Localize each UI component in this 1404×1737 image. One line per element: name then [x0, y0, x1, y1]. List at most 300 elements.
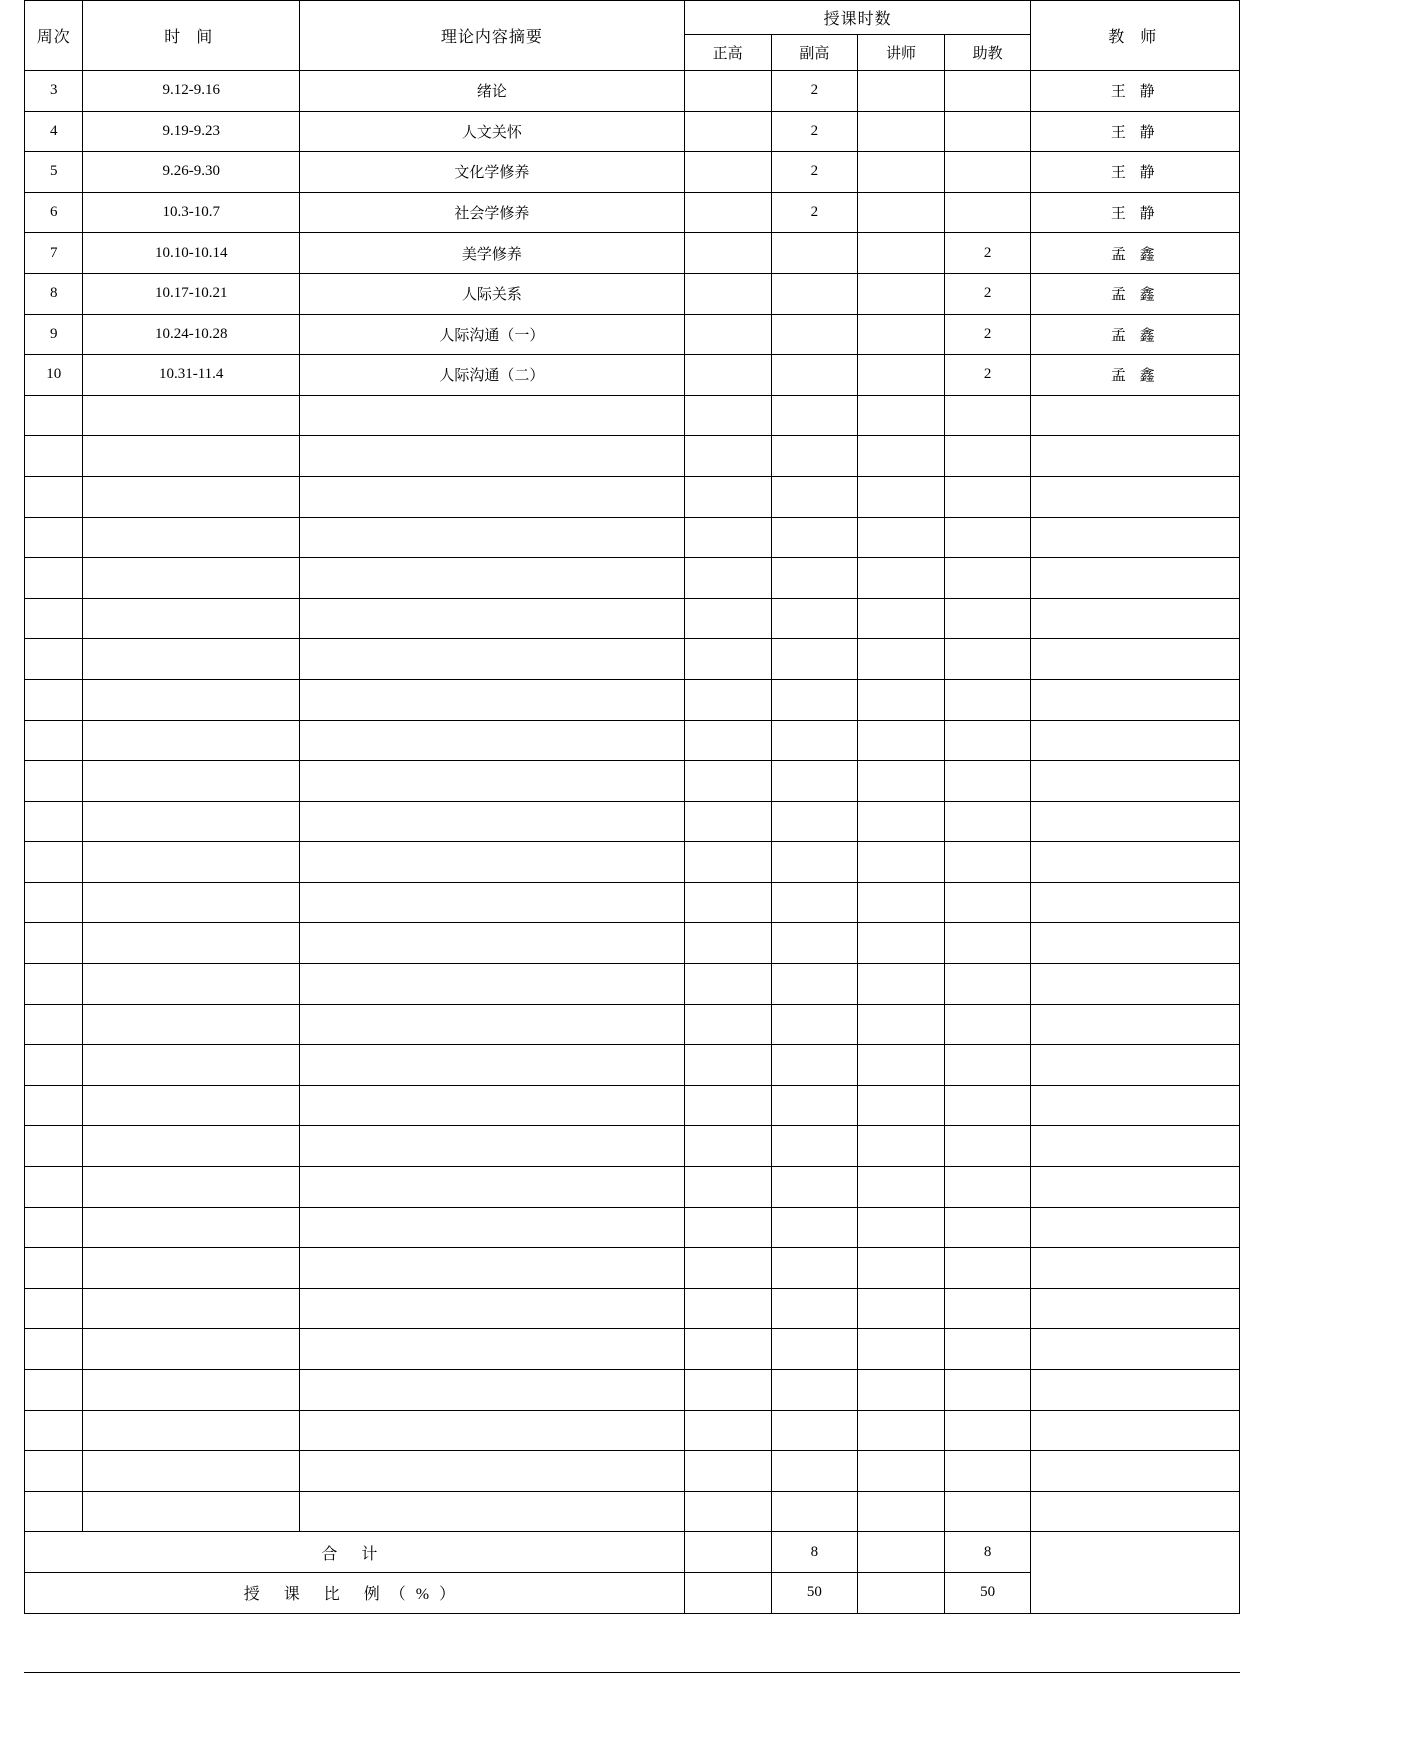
table-header	[25, 1, 1240, 71]
empty-cell	[83, 558, 300, 599]
cell-topic: 社会学修养	[300, 192, 685, 233]
empty-cell	[944, 1126, 1031, 1167]
empty-cell	[1031, 842, 1240, 883]
cell-week: 8	[25, 273, 83, 314]
empty-cell	[944, 1410, 1031, 1451]
header-hours-zhujiao: 助教	[944, 35, 1031, 71]
cell-time: 10.17-10.21	[83, 273, 300, 314]
empty-cell	[684, 598, 771, 639]
cell-hours-zhujiao: 2	[944, 233, 1031, 274]
cell-hours-zhenggao	[684, 71, 771, 112]
table-row-empty	[25, 1248, 1240, 1289]
header-row-top	[25, 1, 1240, 35]
cell-week: 3	[25, 71, 83, 112]
empty-cell	[771, 801, 858, 842]
empty-cell	[300, 1126, 685, 1167]
empty-cell	[25, 801, 83, 842]
header-week: 周次	[25, 1, 83, 71]
cell-time: 10.10-10.14	[83, 233, 300, 274]
table-footer	[25, 1532, 1240, 1613]
empty-cell	[300, 558, 685, 599]
cell-teacher: 孟 鑫	[1031, 233, 1240, 274]
empty-cell	[25, 923, 83, 964]
empty-cell	[858, 1288, 945, 1329]
total-zhenggao	[684, 1532, 771, 1573]
empty-cell	[1031, 395, 1240, 436]
empty-cell	[300, 1370, 685, 1411]
empty-cell	[25, 1167, 83, 1208]
header-teacher: 教 师	[1031, 1, 1240, 71]
empty-cell	[300, 1248, 685, 1289]
empty-cell	[300, 1288, 685, 1329]
cell-hours-jiangshi	[858, 314, 945, 355]
empty-cell	[944, 1370, 1031, 1411]
table-row-empty	[25, 761, 1240, 802]
empty-cell	[83, 476, 300, 517]
header-time: 时 间	[83, 1, 300, 71]
empty-cell	[300, 923, 685, 964]
cell-week: 10	[25, 355, 83, 396]
ratio-label: 授 课 比 例（%）	[25, 1572, 685, 1613]
empty-cell	[1031, 476, 1240, 517]
empty-cell	[771, 720, 858, 761]
empty-cell	[300, 842, 685, 883]
empty-cell	[858, 639, 945, 680]
empty-cell	[1031, 720, 1240, 761]
cell-hours-jiangshi	[858, 233, 945, 274]
cell-topic: 文化学修养	[300, 152, 685, 193]
empty-cell	[25, 1451, 83, 1492]
cell-hours-zhujiao	[944, 192, 1031, 233]
empty-cell	[771, 476, 858, 517]
empty-cell	[25, 882, 83, 923]
empty-cell	[944, 1167, 1031, 1208]
empty-cell	[858, 1451, 945, 1492]
cell-hours-jiangshi	[858, 355, 945, 396]
empty-cell	[83, 639, 300, 680]
empty-cell	[858, 1370, 945, 1411]
cell-hours-fugao	[771, 355, 858, 396]
empty-cell	[944, 964, 1031, 1005]
empty-cell	[684, 1004, 771, 1045]
teaching-schedule-table	[24, 0, 1240, 1614]
empty-cell	[858, 1167, 945, 1208]
table-body	[25, 71, 1240, 1532]
empty-cell	[771, 1004, 858, 1045]
empty-cell	[1031, 436, 1240, 477]
cell-week: 9	[25, 314, 83, 355]
empty-cell	[25, 517, 83, 558]
table-row-empty	[25, 1207, 1240, 1248]
empty-cell	[944, 436, 1031, 477]
empty-cell	[83, 395, 300, 436]
empty-cell	[858, 1207, 945, 1248]
empty-cell	[300, 1329, 685, 1370]
total-label: 合 计	[25, 1532, 685, 1573]
empty-cell	[771, 1370, 858, 1411]
empty-cell	[83, 1248, 300, 1289]
empty-cell	[944, 923, 1031, 964]
table-row-empty	[25, 801, 1240, 842]
empty-cell	[1031, 679, 1240, 720]
empty-cell	[300, 882, 685, 923]
cell-hours-fugao	[771, 273, 858, 314]
empty-cell	[83, 842, 300, 883]
empty-cell	[25, 1288, 83, 1329]
empty-cell	[944, 679, 1031, 720]
table-row-empty	[25, 842, 1240, 883]
cell-hours-zhujiao	[944, 152, 1031, 193]
empty-cell	[771, 679, 858, 720]
empty-cell	[1031, 1045, 1240, 1086]
empty-cell	[83, 761, 300, 802]
empty-cell	[300, 761, 685, 802]
empty-cell	[300, 720, 685, 761]
cell-topic: 人文关怀	[300, 111, 685, 152]
empty-cell	[300, 639, 685, 680]
cell-time: 10.24-10.28	[83, 314, 300, 355]
empty-cell	[771, 842, 858, 883]
cell-hours-jiangshi	[858, 152, 945, 193]
cell-hours-zhenggao	[684, 355, 771, 396]
cell-time: 10.3-10.7	[83, 192, 300, 233]
empty-cell	[300, 1491, 685, 1532]
empty-cell	[684, 1248, 771, 1289]
cell-week: 7	[25, 233, 83, 274]
empty-cell	[771, 1126, 858, 1167]
empty-cell	[300, 1410, 685, 1451]
cell-week: 5	[25, 152, 83, 193]
teaching-schedule-sheet	[24, 0, 1240, 1614]
empty-cell	[858, 1491, 945, 1532]
empty-cell	[944, 1248, 1031, 1289]
empty-cell	[858, 1126, 945, 1167]
empty-cell	[25, 476, 83, 517]
empty-cell	[684, 1288, 771, 1329]
header-hours-jiangshi: 讲师	[858, 35, 945, 71]
empty-cell	[684, 1207, 771, 1248]
empty-cell	[83, 1288, 300, 1329]
empty-cell	[300, 517, 685, 558]
ratio-jiangshi	[858, 1572, 945, 1613]
empty-cell	[684, 720, 771, 761]
table-row-empty	[25, 1004, 1240, 1045]
table-row-empty	[25, 1370, 1240, 1411]
cell-time: 9.19-9.23	[83, 111, 300, 152]
empty-cell	[858, 1045, 945, 1086]
empty-cell	[771, 1085, 858, 1126]
empty-cell	[771, 1207, 858, 1248]
table-row	[25, 111, 1240, 152]
empty-cell	[771, 598, 858, 639]
cell-hours-zhenggao	[684, 233, 771, 274]
table-row-empty	[25, 395, 1240, 436]
empty-cell	[25, 1410, 83, 1451]
cell-hours-jiangshi	[858, 192, 945, 233]
empty-cell	[300, 964, 685, 1005]
empty-cell	[771, 1288, 858, 1329]
cell-teacher: 王 静	[1031, 71, 1240, 112]
table-row	[25, 355, 1240, 396]
empty-cell	[1031, 964, 1240, 1005]
empty-cell	[25, 761, 83, 802]
cell-hours-fugao	[771, 233, 858, 274]
empty-cell	[771, 1045, 858, 1086]
empty-cell	[944, 517, 1031, 558]
empty-cell	[684, 761, 771, 802]
table-row-empty	[25, 1451, 1240, 1492]
empty-cell	[1031, 923, 1240, 964]
cell-hours-zhujiao	[944, 71, 1031, 112]
empty-cell	[858, 720, 945, 761]
empty-cell	[25, 1329, 83, 1370]
total-fugao: 8	[771, 1532, 858, 1573]
cell-hours-zhenggao	[684, 273, 771, 314]
empty-cell	[944, 395, 1031, 436]
cell-hours-zhujiao	[944, 111, 1031, 152]
cell-topic: 绪论	[300, 71, 685, 112]
total-zhujiao: 8	[944, 1532, 1031, 1573]
empty-cell	[25, 842, 83, 883]
empty-cell	[944, 639, 1031, 680]
empty-cell	[83, 1329, 300, 1370]
table-row	[25, 273, 1240, 314]
empty-cell	[771, 517, 858, 558]
cell-hours-zhenggao	[684, 111, 771, 152]
empty-cell	[83, 801, 300, 842]
empty-cell	[771, 639, 858, 680]
empty-cell	[771, 761, 858, 802]
header-hours-fugao: 副高	[771, 35, 858, 71]
table-row	[25, 71, 1240, 112]
page-bottom-rule	[24, 1672, 1240, 1673]
table-row-empty	[25, 882, 1240, 923]
empty-cell	[684, 801, 771, 842]
total-teacher-blank	[1031, 1532, 1240, 1613]
empty-cell	[858, 476, 945, 517]
empty-cell	[25, 1045, 83, 1086]
empty-cell	[25, 1248, 83, 1289]
empty-cell	[1031, 1288, 1240, 1329]
empty-cell	[25, 1126, 83, 1167]
empty-cell	[300, 1085, 685, 1126]
empty-cell	[771, 1451, 858, 1492]
empty-cell	[858, 1248, 945, 1289]
empty-cell	[684, 882, 771, 923]
empty-cell	[858, 517, 945, 558]
table-row-empty	[25, 558, 1240, 599]
empty-cell	[25, 558, 83, 599]
empty-cell	[684, 1491, 771, 1532]
empty-cell	[1031, 801, 1240, 842]
table-row-empty	[25, 1329, 1240, 1370]
empty-cell	[684, 395, 771, 436]
ratio-fugao: 50	[771, 1572, 858, 1613]
table-row-empty	[25, 720, 1240, 761]
empty-cell	[684, 517, 771, 558]
empty-cell	[83, 923, 300, 964]
cell-hours-zhenggao	[684, 314, 771, 355]
empty-cell	[944, 720, 1031, 761]
cell-topic: 人际沟通（一）	[300, 314, 685, 355]
empty-cell	[858, 679, 945, 720]
empty-cell	[858, 842, 945, 883]
empty-cell	[771, 923, 858, 964]
table-row-empty	[25, 639, 1240, 680]
cell-hours-jiangshi	[858, 71, 945, 112]
empty-cell	[684, 1167, 771, 1208]
empty-cell	[25, 964, 83, 1005]
empty-cell	[300, 598, 685, 639]
empty-cell	[1031, 1451, 1240, 1492]
empty-cell	[771, 964, 858, 1005]
empty-cell	[684, 1329, 771, 1370]
empty-cell	[1031, 1329, 1240, 1370]
cell-hours-zhujiao: 2	[944, 355, 1031, 396]
empty-cell	[684, 1410, 771, 1451]
empty-cell	[684, 964, 771, 1005]
cell-hours-fugao: 2	[771, 71, 858, 112]
empty-cell	[83, 436, 300, 477]
empty-cell	[83, 598, 300, 639]
cell-hours-fugao	[771, 314, 858, 355]
cell-time: 10.31-11.4	[83, 355, 300, 396]
empty-cell	[858, 923, 945, 964]
cell-hours-jiangshi	[858, 111, 945, 152]
empty-cell	[83, 1085, 300, 1126]
cell-topic: 美学修养	[300, 233, 685, 274]
empty-cell	[684, 842, 771, 883]
table-row	[25, 233, 1240, 274]
empty-cell	[858, 1410, 945, 1451]
empty-cell	[83, 1451, 300, 1492]
empty-cell	[771, 882, 858, 923]
cell-hours-zhujiao: 2	[944, 314, 1031, 355]
empty-cell	[83, 1167, 300, 1208]
cell-teacher: 王 静	[1031, 192, 1240, 233]
empty-cell	[1031, 882, 1240, 923]
empty-cell	[300, 1167, 685, 1208]
empty-cell	[1031, 761, 1240, 802]
empty-cell	[1031, 1491, 1240, 1532]
empty-cell	[83, 882, 300, 923]
empty-cell	[1031, 1126, 1240, 1167]
empty-cell	[944, 558, 1031, 599]
empty-cell	[684, 1126, 771, 1167]
ratio-zhujiao: 50	[944, 1572, 1031, 1613]
cell-hours-zhujiao: 2	[944, 273, 1031, 314]
empty-cell	[771, 1167, 858, 1208]
empty-cell	[858, 964, 945, 1005]
empty-cell	[1031, 598, 1240, 639]
empty-cell	[944, 761, 1031, 802]
table-row	[25, 152, 1240, 193]
empty-cell	[684, 639, 771, 680]
cell-time: 9.12-9.16	[83, 71, 300, 112]
empty-cell	[83, 1410, 300, 1451]
empty-cell	[771, 1410, 858, 1451]
table-row-empty	[25, 476, 1240, 517]
empty-cell	[300, 476, 685, 517]
empty-cell	[83, 1491, 300, 1532]
empty-cell	[25, 1370, 83, 1411]
empty-cell	[1031, 517, 1240, 558]
empty-cell	[300, 1451, 685, 1492]
empty-cell	[1031, 558, 1240, 599]
empty-cell	[300, 1004, 685, 1045]
empty-cell	[300, 395, 685, 436]
total-jiangshi	[858, 1532, 945, 1573]
table-row-empty	[25, 1410, 1240, 1451]
empty-cell	[684, 923, 771, 964]
empty-cell	[858, 598, 945, 639]
empty-cell	[858, 801, 945, 842]
empty-cell	[858, 761, 945, 802]
empty-cell	[25, 1207, 83, 1248]
empty-cell	[944, 1491, 1031, 1532]
empty-cell	[858, 558, 945, 599]
empty-cell	[83, 1004, 300, 1045]
empty-cell	[684, 1451, 771, 1492]
empty-cell	[684, 679, 771, 720]
cell-hours-fugao: 2	[771, 111, 858, 152]
table-row	[25, 192, 1240, 233]
empty-cell	[944, 1451, 1031, 1492]
empty-cell	[858, 436, 945, 477]
empty-cell	[771, 558, 858, 599]
empty-cell	[1031, 1004, 1240, 1045]
empty-cell	[83, 720, 300, 761]
empty-cell	[771, 395, 858, 436]
cell-teacher: 孟 鑫	[1031, 314, 1240, 355]
empty-cell	[1031, 1410, 1240, 1451]
empty-cell	[300, 436, 685, 477]
empty-cell	[944, 842, 1031, 883]
empty-cell	[83, 1207, 300, 1248]
table-row-empty	[25, 1491, 1240, 1532]
cell-week: 4	[25, 111, 83, 152]
cell-week: 6	[25, 192, 83, 233]
cell-hours-jiangshi	[858, 273, 945, 314]
empty-cell	[684, 1085, 771, 1126]
table-row-empty	[25, 923, 1240, 964]
table-row-empty	[25, 964, 1240, 1005]
table-row-empty	[25, 679, 1240, 720]
empty-cell	[25, 598, 83, 639]
header-hours-zhenggao: 正高	[684, 35, 771, 71]
empty-cell	[300, 1207, 685, 1248]
table-row-empty	[25, 517, 1240, 558]
empty-cell	[25, 436, 83, 477]
empty-cell	[944, 1004, 1031, 1045]
empty-cell	[684, 476, 771, 517]
cell-teacher: 孟 鑫	[1031, 355, 1240, 396]
empty-cell	[1031, 1167, 1240, 1208]
header-topic: 理论内容摘要	[300, 1, 685, 71]
empty-cell	[771, 436, 858, 477]
empty-cell	[25, 395, 83, 436]
empty-cell	[944, 1085, 1031, 1126]
empty-cell	[300, 1045, 685, 1086]
empty-cell	[858, 1329, 945, 1370]
empty-cell	[944, 476, 1031, 517]
empty-cell	[83, 679, 300, 720]
empty-cell	[944, 1288, 1031, 1329]
table-row-empty	[25, 1167, 1240, 1208]
empty-cell	[83, 964, 300, 1005]
empty-cell	[1031, 1085, 1240, 1126]
empty-cell	[1031, 1248, 1240, 1289]
